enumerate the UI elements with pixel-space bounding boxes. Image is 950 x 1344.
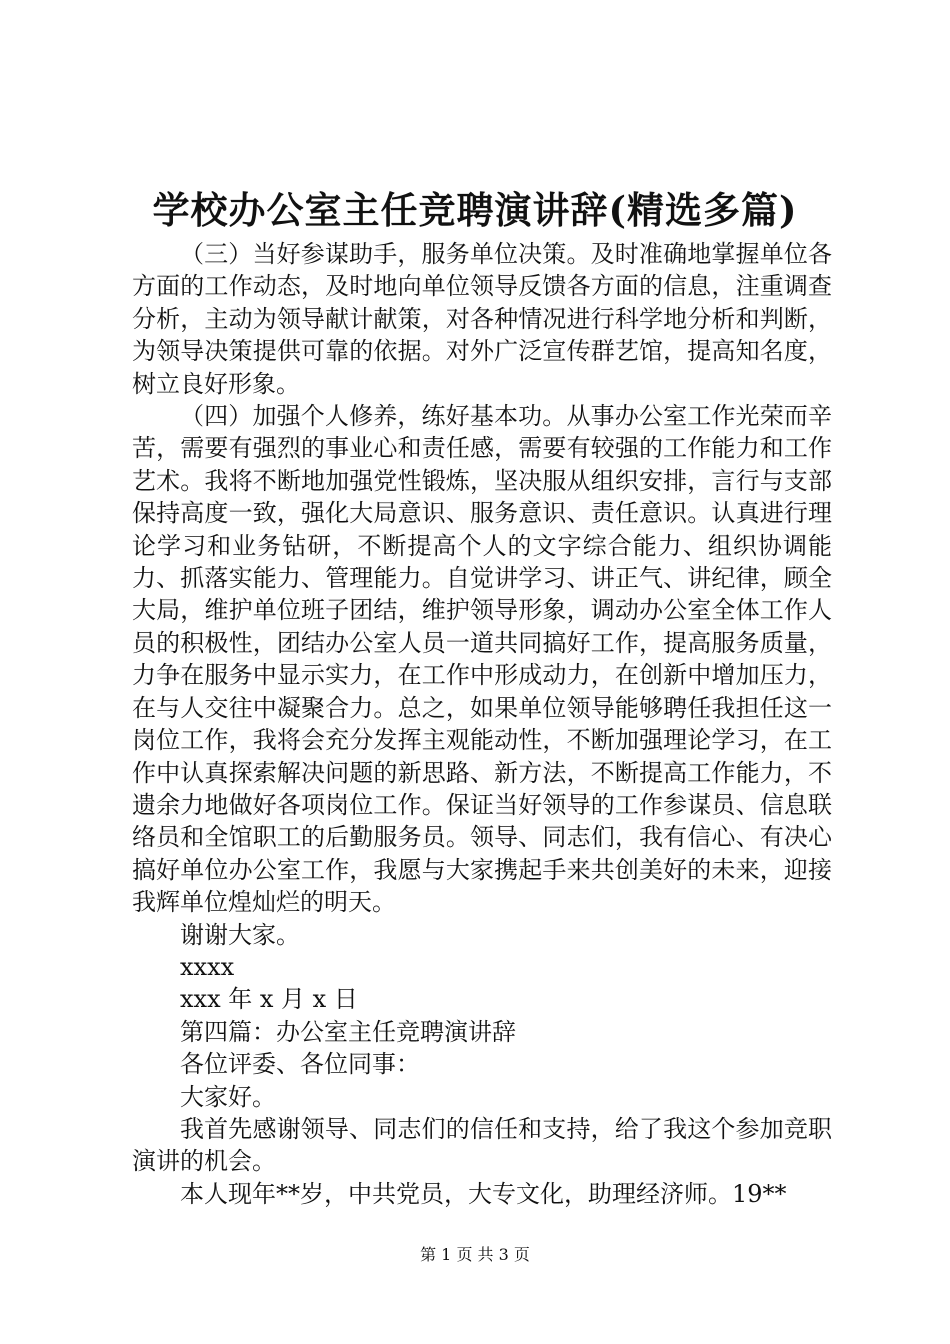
paragraph-salutation: 各位评委、各位同事： [180, 1050, 420, 1079]
paragraph-signature-name: xxxx [180, 952, 235, 981]
document-body [132, 238, 832, 1210]
section-heading-part-4: 第四篇：办公室主任竞聘演讲辞 [180, 1017, 516, 1046]
page-number: 第 1 页 共 3 页 [420, 1245, 530, 1264]
paragraph-section-4: （四）加强个人修养，练好基本功。从事办公室工作光荣而辛苦，需要有强烈的事业心和责任感，需要有较强的工作能力和工作艺术。我将不断地加强党性锻炼，坚决服从组织安排，言行与支部保持高度一致，强化大局意识、服务意识、责任意识。认真进行理论学习和业务钻研，不断提高个人的文字综合能力、组织协调能力、抓落实能力、管理能力。自觉讲学习、讲正气、讲纪律，顾全大局，维护单位班子团结，维护领导形象，调动办公室全体工作人员的积极性，团结办公室人员一道共同搞好工作，提高服务质量，力争在服务中显示实力，在工作中形成动力，在创新中增加压力，在与人交往中凝聚合力。总之，如果单位领导能够聘任我担任这一岗位工作，我将会充分发挥主观能动性，不断加强理论学习，在工作中认真探索解决问题的新思路、新方法，不断提高工作能力，不遗余力地做好各项岗位工作。保证当好领导的工作参谋员、信息联络员和全馆职工的后勤服务员。领导、同志们，我有信心、有决心搞好单位办公室工作，我愿与大家携起手来共创美好的未来，迎接我辉单位煌灿烂的明天。 [132, 402, 832, 917]
paragraph-section-3: （三）当好参谋助手，服务单位决策。及时准确地掌握单位各方面的工作动态，及时地向单位领导反馈各方面的信息，注重调查分析，主动为领导献计献策，对各种情况进行科学地分析和判断，为领导决策提供可靠的依据。对外广泛宣传群艺馆，提高知名度，树立良好形象。 [132, 240, 832, 398]
document-title: 学校办公室主任竞聘演讲辞(精选多篇) [152, 188, 798, 232]
paragraph-self-intro: 本人现年**岁，中共党员，大专文化，助理经济师。19** [180, 1179, 787, 1208]
paragraph-gratitude: 我首先感谢领导、同志们的信任和支持，给了我这个参加竞职演讲的机会。 [132, 1114, 832, 1176]
paragraph-signature-date: xxx 年 x 月 x 日 [180, 985, 358, 1014]
paragraph-greeting: 大家好。 [180, 1082, 276, 1111]
paragraph-thanks: 谢谢大家。 [180, 920, 300, 949]
